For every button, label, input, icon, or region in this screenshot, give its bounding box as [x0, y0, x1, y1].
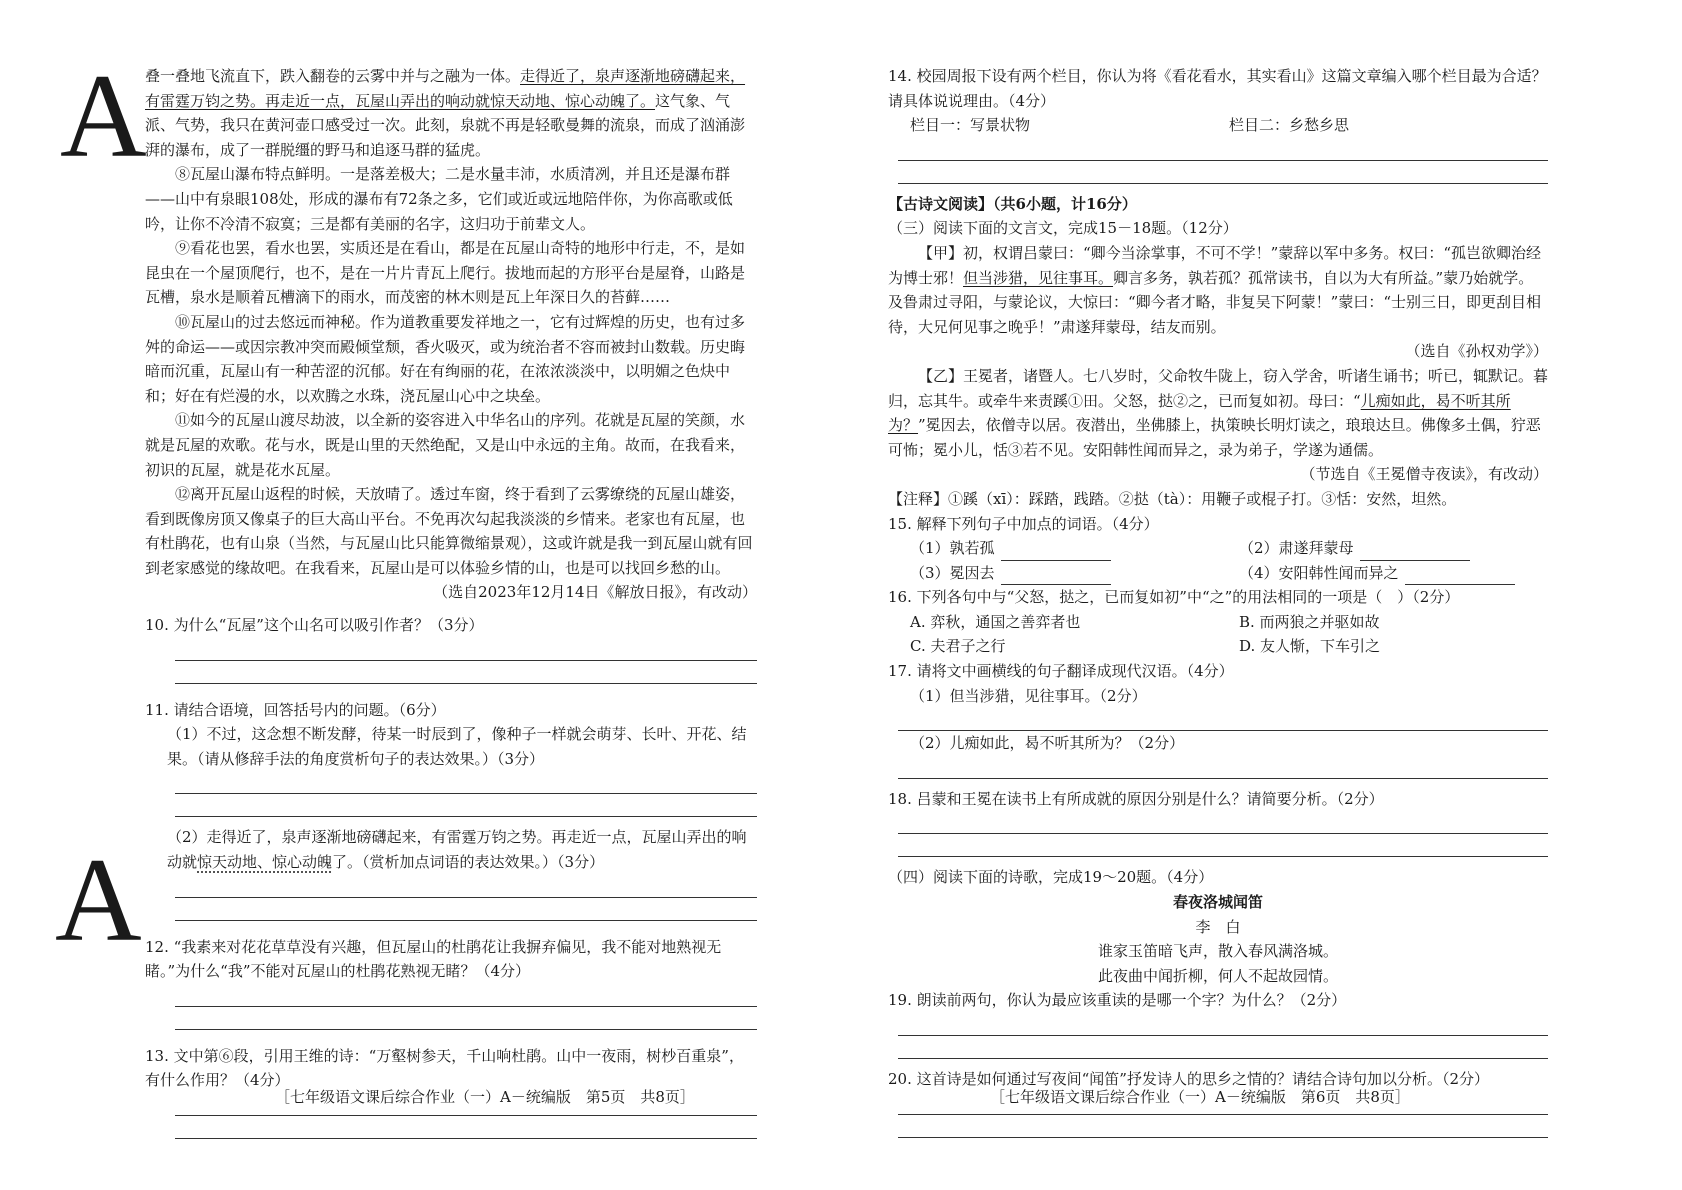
- left-page: [145, 64, 757, 1139]
- answer-line[interactable]: [898, 138, 1548, 161]
- paragraph-9: ⑨看花也罢，看水也罢，实质还是在看山，都是在瓦屋山奇特的地形中行走，不，是如昆虫在一个屋顶爬行，也不，是在一片片青瓦上爬行。拔地而起的方形平台是屋脊，山路是瓦槽，泉水是顺着瓦槽滴下的雨水，而茂密的林木则是瓦上年深日久的苔藓……: [145, 239, 746, 307]
- poem-line: 此夜曲中闻折柳，何人不起故园情。: [1097, 966, 1338, 985]
- section-4-intro: （四）阅读下面的诗歌，完成19～20题。（4分）: [888, 868, 1214, 887]
- question-17-1: （1）但当涉猎，见往事耳。（2分）: [910, 686, 1147, 705]
- right-page: [888, 64, 1548, 1138]
- answer-line[interactable]: [175, 771, 757, 794]
- answer-line[interactable]: [175, 638, 757, 661]
- question-11-2: （2）走得近了，泉声逐渐地磅礴起来，有雷霆万钧之势。再走近一点，瓦屋山弄出的响动就惊天动地、惊心动魄了。（赏析加点词语的表达效果。）（3分）: [167, 828, 747, 872]
- underlined-sentence: 但当涉猎，见往事耳。: [963, 268, 1114, 287]
- question-15: 15. 解释下列句子中加点的词语。（4分）: [888, 514, 1159, 533]
- dotted-words: 惊天动地、惊心动魄: [197, 853, 333, 872]
- question-18: 18. 吕蒙和王冕在读书上有所成就的原因分别是什么？请简要分析。（2分）: [888, 789, 1384, 808]
- option-c[interactable]: C. 夫君子之行: [910, 637, 1006, 656]
- answer-line[interactable]: [898, 756, 1548, 779]
- question-13: 13. 文中第⑥段，引用王维的诗：“万壑树参天，千山响杜鹃。山中一夜雨，树杪百重泉”，有什么作用？（4分）: [145, 1046, 744, 1090]
- underlined-sentence: 儿痴如此，曷不听其所为？: [888, 391, 1511, 435]
- answer-line[interactable]: [898, 161, 1548, 184]
- column-options: [888, 113, 1548, 138]
- version-marker-a: A: [60, 49, 147, 182]
- passage-yi-source: （节选自《王冕僧寺夜读》，有改动）: [1300, 465, 1548, 484]
- passage-yi: 【乙】王冕者，诸暨人。七八岁时，父命牧牛陇上，窃入学舍，听诸生诵书；听已，辄默记。暮归，忘其牛。或牵牛来责蹊①田。父怒，挞②之，已而复如初。母曰：“儿痴如此，曷不听其所为？”冕因去，依僧寺以居。夜潜出，坐佛膝上，执策映长明灯读之，琅琅达旦。佛像多土偶，狞恶可怖；冕小儿，恬③若不见。安阳韩性闻而异之，录为弟子，学遂为通儒。: [888, 366, 1549, 459]
- answer-blank[interactable]: [1001, 569, 1111, 585]
- question-16: 16. 下列各句中与“父怒，挞之，已而复如初”中“之”的用法相同的一项是（ ）（2分）: [888, 588, 1460, 607]
- column-option-2: 栏目二：乡愁乡思: [1229, 116, 1350, 135]
- annotations: 【注释】①蹊（xī）：踩踏，践踏。②挞（tà）：用鞭子或棍子打。③恬：安然，坦然。: [888, 489, 1457, 508]
- paragraph-11: ⑪如今的瓦屋山渡尽劫波，以全新的姿容进入中华名山的序列。花就是瓦屋的笑颜，水就是瓦屋的欢歌。花与水，既是山里的天然绝配，又是山中永远的主角。故而，在我看来，初识的瓦屋，就是花水瓦屋。: [145, 411, 746, 479]
- question-11-1: （1）不过，这念想不断发酵，待某一时辰到了，像种子一样就会萌芽、长叶、开花、结果。（请从修辞手法的角度赏析句子的表达效果。）（3分）: [167, 725, 747, 768]
- answer-line[interactable]: [175, 661, 757, 684]
- poem-title: 春夜洛城闻笛: [1172, 893, 1263, 912]
- answer-line[interactable]: [898, 1115, 1548, 1138]
- option-d[interactable]: D. 友人惭，下车引之: [1239, 637, 1381, 656]
- answer-blank[interactable]: [1405, 569, 1515, 585]
- section-3-intro: （三）阅读下面的文言文，完成15－18题。（12分）: [888, 219, 1238, 238]
- version-marker-a-bottom: A: [55, 833, 142, 966]
- answer-blank[interactable]: [1001, 545, 1111, 561]
- answer-line[interactable]: [898, 834, 1548, 857]
- answer-line[interactable]: [175, 1116, 757, 1139]
- poem-line: 谁家玉笛暗飞声，散入春风满洛城。: [1097, 942, 1338, 961]
- paragraph-8: ⑧瓦屋山瀑布特点鲜明。一是落差极大；二是水量丰沛，水质清冽，并且还是瀑布群——山中有泉眼108处，形成的瀑布有72条之多，它们或近或远地陪伴你，为你高歌或低吟，让你不冷清不寂寞；三是都有美丽的名字，这归功于前辈文人。: [145, 165, 733, 233]
- source-note: （选自2023年12月14日《解放日报》，有改动）: [433, 583, 757, 602]
- page-footer-right: ［七年级语文课后综合作业（一）A－统编版 第6页 共8页］: [990, 1088, 1410, 1106]
- question-17: 17. 请将文中画横线的句子翻译成现代汉语。（4分）: [888, 662, 1234, 681]
- option-b[interactable]: B. 而两狼之并驱如故: [1239, 612, 1380, 631]
- page-footer-left: ［七年级语文课后综合作业（一）A－统编版 第5页 共8页］: [275, 1088, 695, 1106]
- question-10: 10. 为什么“瓦屋”这个山名可以吸引作者？（3分）: [145, 616, 484, 635]
- passage-jia-source: （选自《孙权劝学》）: [1405, 342, 1548, 361]
- question-11: 11. 请结合语境，回答括号内的问题。（6分）: [145, 700, 446, 719]
- paragraph-10: ⑩瓦屋山的过去悠远而神秘。作为道教重要发祥地之一，它有过辉煌的历史，也有过多舛的命运——或因宗教冲突而殿倾堂颓，香火吸灭，或为统治者不容而被封山数载。历史晦暗而沉重，瓦屋山有一种苦涩的沉郁。好在有绚丽的花，在浓浓淡淡中，以明媚之色炔中和；好在有烂漫的水，以欢腾之水珠，浇瓦屋山心中之块垒。: [145, 312, 746, 405]
- answer-line[interactable]: [898, 1013, 1548, 1036]
- answer-line[interactable]: [175, 898, 757, 921]
- paragraph-7-cont: 叠一叠地飞流直下，跌入翻卷的云雾中并与之融为一体。走得近了，泉声逐渐地磅礴起来，有雷霆万钧之势。再走近一点，瓦屋山弄出的响动就惊天动地、惊心动魄了。这气象、气派、气势，我只在黄河壶口感受过一次。此刻，泉就不再是轻歌曼舞的流泉，而成了汹涌澎湃的瀑布，成了一群脱缰的野马和追逐马群的猛虎。: [145, 67, 746, 159]
- answer-line[interactable]: [175, 794, 757, 817]
- question-16-options: [888, 610, 1548, 659]
- answer-line[interactable]: [898, 708, 1548, 731]
- underlined-sentence: 走得近了，泉声逐渐地磅礴起来，有雷霆万钧之势。再走近一点，瓦屋山弄出的响动就惊天动地、惊心动魄了。: [145, 67, 746, 110]
- option-a[interactable]: A. 弈秋，通国之善弈者也: [910, 612, 1081, 631]
- question-14: 14. 校园周报下设有两个栏目，你认为将《看花看水，其实看山》这篇文章编入哪个栏目最为合适？请具体说说理由。（4分）: [888, 67, 1547, 110]
- question-12: 12. “我素来对花花草草没有兴趣，但瓦屋山的杜鹃花让我摒弃偏见，我不能对地熟视无睹。”为什么“我”不能对瓦屋山的杜鹃花熟视无睹？（4分）: [145, 937, 722, 981]
- q15-item: （3）冕因去: [910, 561, 1219, 586]
- answer-line[interactable]: [898, 811, 1548, 834]
- answer-line[interactable]: [175, 1007, 757, 1030]
- question-19: 19. 朗读前两句，你认为最应该重读的是哪一个字？为什么？（2分）: [888, 991, 1347, 1010]
- paragraph-12: ⑫离开瓦屋山返程的时候，天放晴了。透过车窗，终于看到了云雾缭绕的瓦屋山雄姿，看到既像房顶又像桌子的巨大高山平台。不免再次勾起我淡淡的乡情来。老家也有瓦屋，也有杜鹃花，也有山泉（当然，与瓦屋山比只能算微缩景观），这或许就是我一到瓦屋山就有回到老家感觉的缘故吧。在我看来，瓦屋山是可以体验乡情的山，也是可以找回乡愁的山。: [145, 485, 753, 577]
- question-17-2: （2）儿痴如此，曷不听其所为？（2分）: [910, 734, 1185, 753]
- question-15-items: [888, 536, 1548, 585]
- answer-line[interactable]: [898, 1036, 1548, 1059]
- question-20: 20. 这首诗是如何通过写夜间“闻笛”抒发诗人的思乡之情的？请结合诗句加以分析。（2分）: [888, 1070, 1490, 1088]
- section-heading: 【古诗文阅读】（共6小题，计16分）: [888, 194, 1137, 213]
- passage-jia: 【甲】初，权谓吕蒙曰：“卿今当涂掌事，不可不学！”蒙辞以军中多务。权曰：“孤岂欲卿治经为博士邪！但当涉猎，见往事耳。卿言多务，孰若孤？孤常读书，自以为大有所益。”蒙乃始就学。及鲁肃过寻阳，与蒙论议，大惊曰：“卿今者才略，非复吴下阿蒙！”蒙曰：“士别三日，即更刮目相待，大兄何见事之晚乎！”肃遂拜蒙母，结友而别。: [888, 243, 1542, 336]
- q15-item: （2）肃遂拜蒙母: [1239, 536, 1548, 561]
- poem-author: 李 白: [1195, 917, 1241, 936]
- answer-line[interactable]: [175, 984, 757, 1007]
- answer-blank[interactable]: [1360, 545, 1470, 561]
- answer-line[interactable]: [175, 875, 757, 898]
- q15-item: （4）安阳韩性闻而异之: [1239, 561, 1548, 586]
- column-option-1: 栏目一：写景状物: [910, 116, 1031, 135]
- q15-item: （1）孰若孤: [910, 536, 1219, 561]
